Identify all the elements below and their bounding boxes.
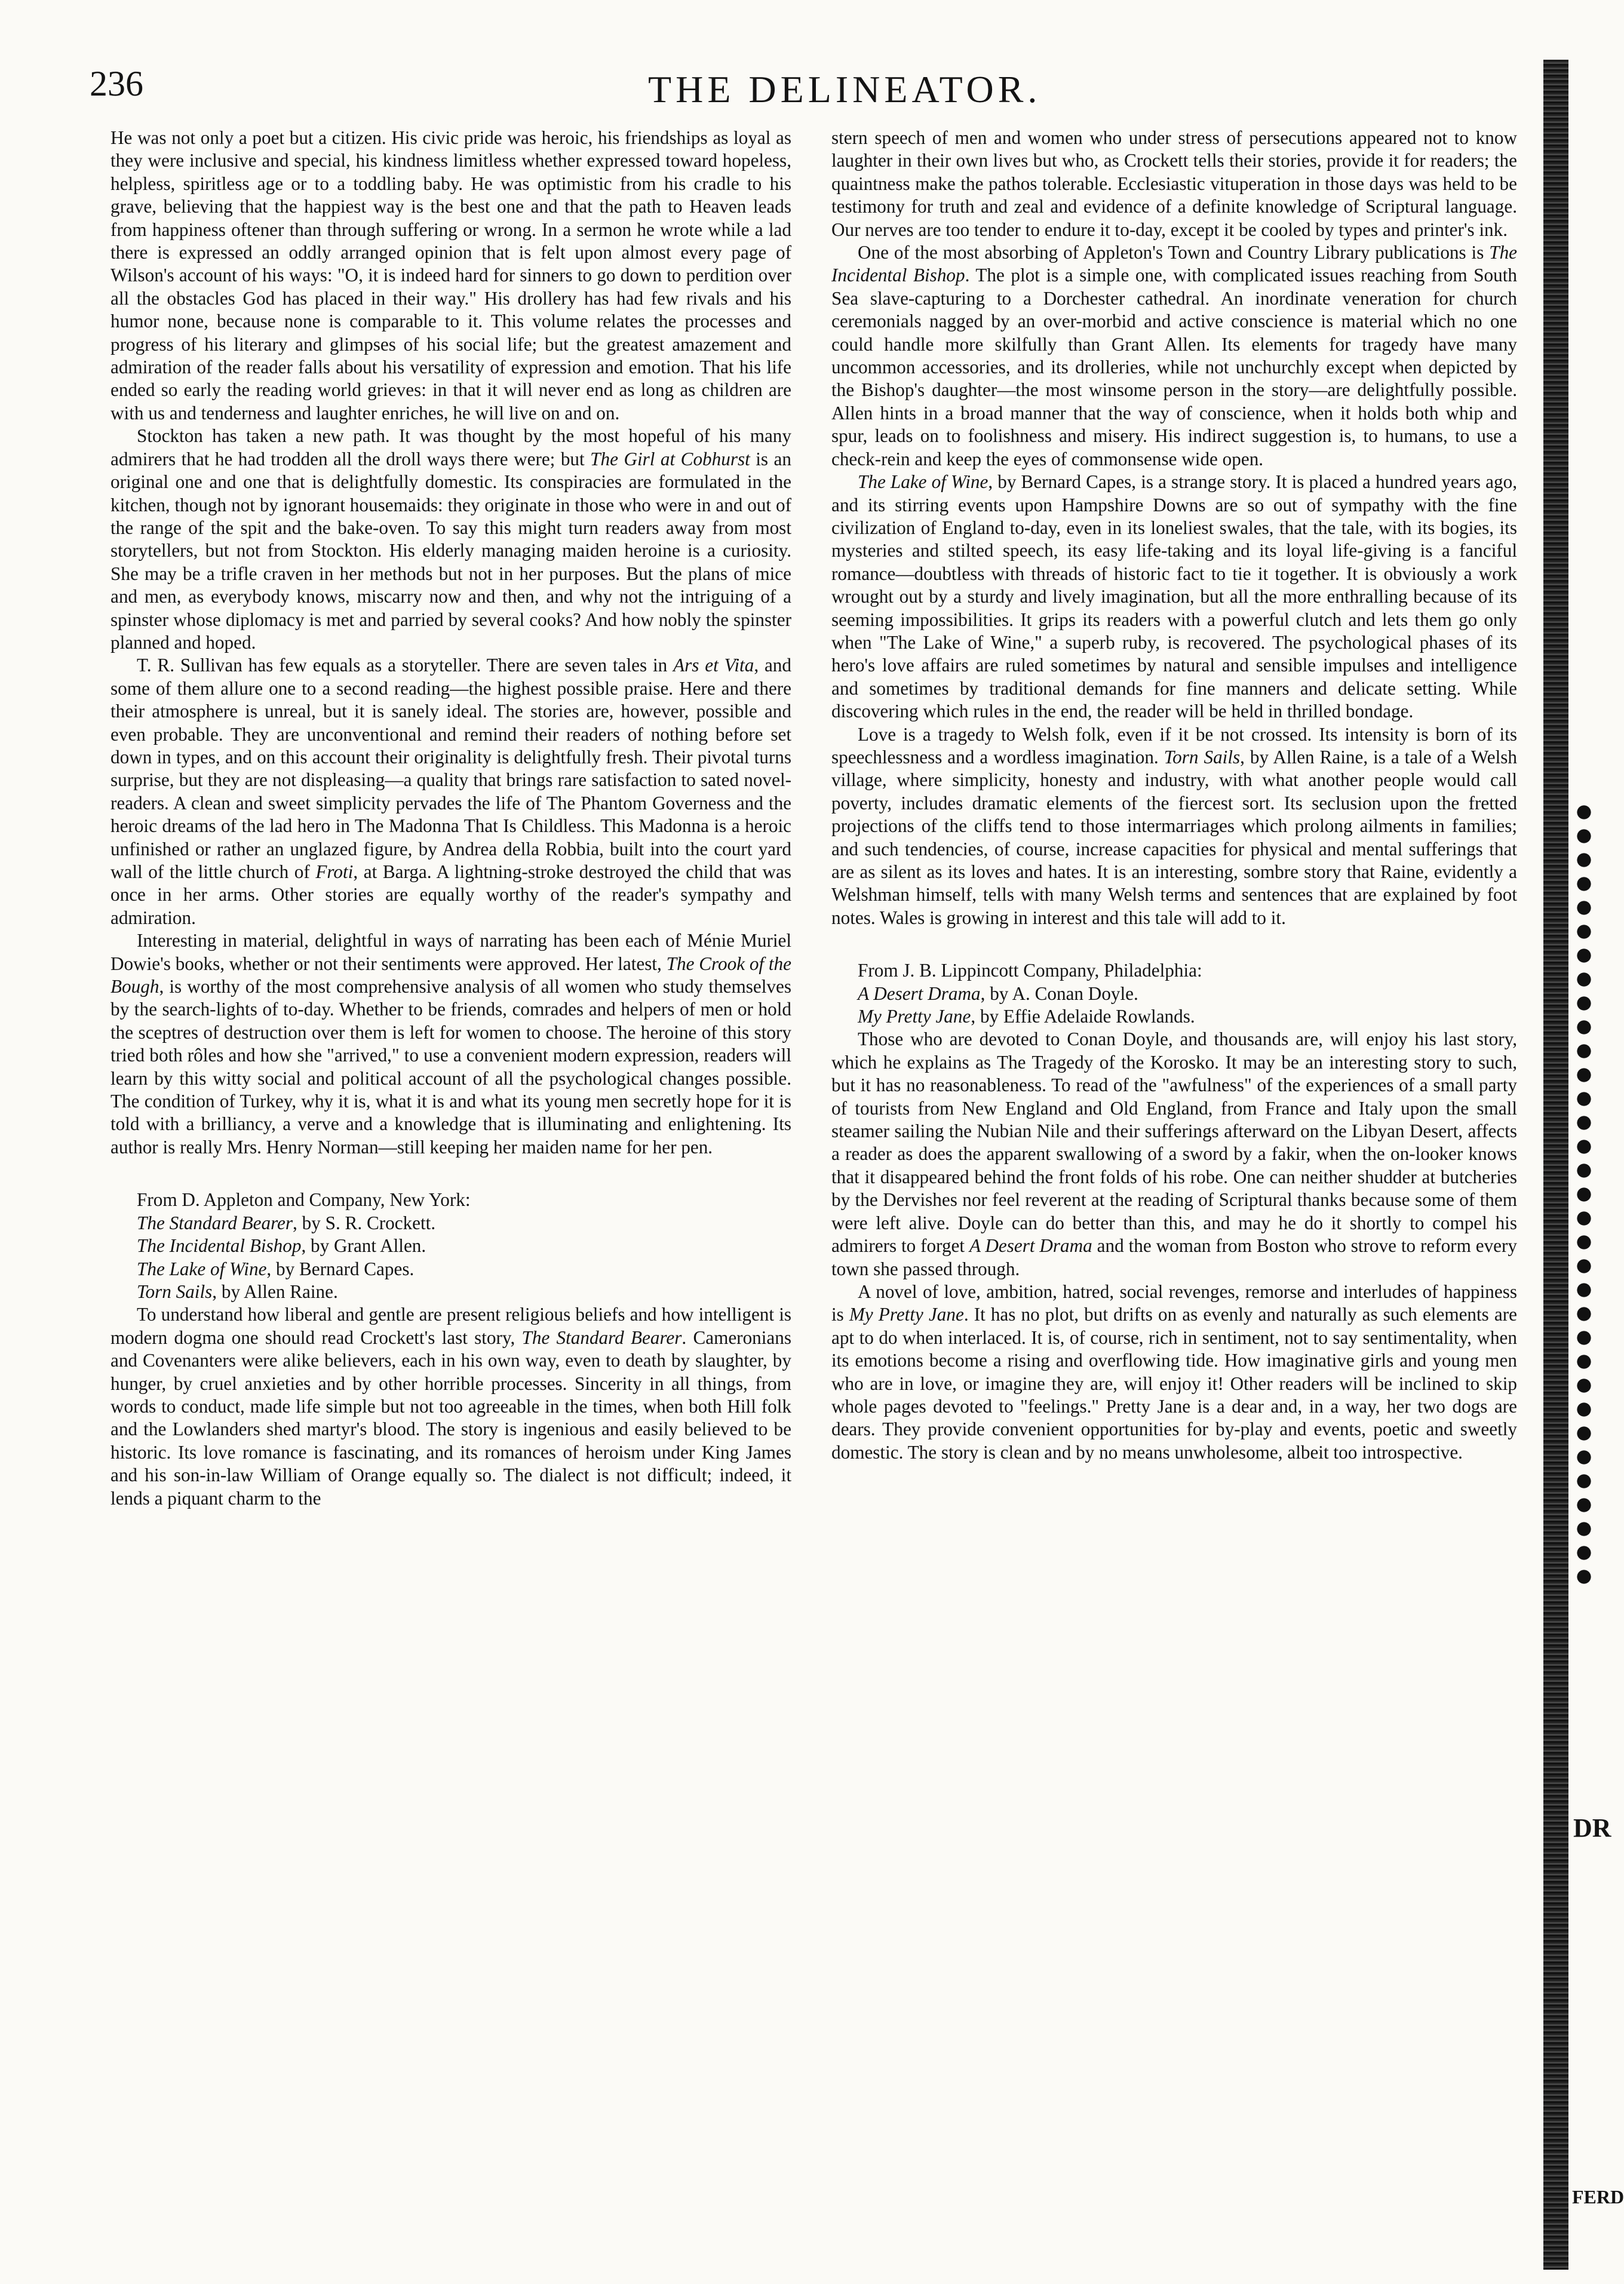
book-title: A Desert Drama bbox=[969, 1235, 1092, 1257]
left-column bbox=[110, 127, 791, 1510]
paragraph: He was not only a poet but a citizen. His civic pride was heroic, his friendships as loyal as they were inclusive and special, his kindness limitless whether expressed toward hopeless, helpless, spiritless age or to a toddling baby. He was optimistic from his cradle to his grave, believing that the happiest way is the best one and that the path to Heaven leads from happiness oftener than through suffering or wrong. In a sermon he wrote while a lad there is expressed an oddly arranged opinion that is felt upon almost every page of Wilson's account of his ways: "O, it is indeed hard for sinners to go down to perdition over all the obstacles God has placed in their way." His drollery has had few rivals and his humor none, because none is comparable to it. This volume relates the processes and progress of his literary and glimpses of his social life; but the greatest amazement and admiration of the reader falls about his versatility of expression and emotion. That his life ended so early the reading world grieves: in that it will never end as long as children are with us and tenderness and laughter enriches, he will live on and on. bbox=[110, 127, 791, 423]
paragraph: Stockton has taken a new path. It was thought by the most hopeful of his many admirers that he had trodden all the droll ways there were; but The Girl at Cobhurst is an original one and one that is delightfully domestic. Its conspiracies are formulated in the kitchen, though not by ignorant housemaids: they originate in those who were in and out of the range of the spit and the bake-oven. To say this might turn readers away from most storytellers, but not from Stockton. His elderly managing maiden heroine is a curiosity. She may be a trifle craven in her methods but not in her purposes. But the plans of mice and men, as everybody knows, miscarry now and then, and why not the intriguing of a spinster whose diplomacy is met and parried by several cooks? And how nobly the spinster planned and hoped. bbox=[110, 425, 791, 653]
list-item: A Desert Drama, by A. Conan Doyle. bbox=[858, 983, 1138, 1004]
paragraph: Those who are devoted to Conan Doyle, and thousands are, will enjoy his last story, which he explains as The Tragedy of the Korosko. It may be an interesting story to such, but it has no reasonableness. To read of the "awfulness" of the experiences of a small party of tourists from New England and Old England, from France and Italy upon the small steamer sailing the Nubian Nile and their sufferings afterward on the Libyan Desert, affects a reader as does the apparent swallowing of a sword by a fakir, when the on-looker knows that it disappeared behind the front folds of his robe. One can neither shudder at butcheries by the Dervishes nor feel reverent at the reading of Scriptural thanks because some of them were left alive. Doyle can do better than this, and may he do it shortly to compel his admirers to forget A Desert Drama and the woman from Boston who strove to reform every town she passed through. bbox=[831, 1029, 1517, 1279]
book-title: Torn Sails bbox=[1163, 746, 1241, 768]
book-title: Ars et Vita bbox=[673, 655, 754, 676]
page-header bbox=[0, 0, 1535, 131]
list-item: My Pretty Jane, by Effie Adelaide Rowlands. bbox=[858, 1006, 1195, 1027]
paragraph: stern speech of men and women who under stress of persecutions appeared not to know laughter in their own lives but who, as Crockett tells their stories, provide it for readers; the quaintness make the pathos tolerable. Ecclesiastic vituperation in those days was held to be testimony for truth and zeal and evidence of a definite knowledge of Scriptural language. Our nerves are too tender to endure it to-day, except it be cooled by types and printer's ink. bbox=[831, 127, 1517, 240]
book-title: The Lake of Wine bbox=[858, 471, 988, 493]
paragraph: A novel of love, ambition, hatred, social revenges, remorse and interludes of happiness is My Pretty Jane. It has no plot, but drifts on as evenly and naturally as such elements are apt to do when interlaced. It is, of course, rich in sentiment, not to say sentimentality, when its emotions become a rising and overflowing tide. How imaginative girls and young men who are in love, or imagine they are, will enjoy it! Other readers will be inclined to skip whole pages devoted to "feelings." Pretty Jane is a dear and, in a way, her two dogs are dears. They provide convenient opportunities for by-play and events, poetic and sweetly domestic. The story is clean and by no means unwholesome, albeit too introspective. bbox=[831, 1281, 1517, 1463]
list-item: The Incidental Bishop, by Grant Allen. bbox=[137, 1235, 426, 1257]
ornamental-border bbox=[1572, 800, 1596, 1589]
page-number: 236 bbox=[90, 64, 143, 103]
book-title: My Pretty Jane bbox=[849, 1304, 964, 1325]
edge-text-fragment: DR bbox=[1573, 1813, 1611, 1843]
paragraph: Interesting in material, delightful in ways of narrating has been each of Ménie Muriel Dowie's books, whether or not their sentiments were approved. Her latest, The Crook of the Bough, is worthy of the most comprehensive analysis of all women who study themselves by the search-lights of to-day. Whether to be friends, comrades and helpers of men or hold the sceptres of destruction over them is left for women to choose. The heroine of this story tried both rôles and how she "arrived," to use a convenient modern expression, readers will learn by this witty social and political account of all the psychological changes possible. The condition of Turkey, why it is, what it is and what its young men secretly hope for it is told with a brilliancy, a verve and a knowledge that is illuminating and enlightening. Its author is really Mrs. Henry Norman—still keeping her maiden name for her pen. bbox=[110, 930, 791, 1158]
publisher-listing bbox=[831, 959, 1517, 1028]
paragraph: One of the most absorbing of Appleton's Town and Country Library publications is The Incidental Bishop. The plot is a simple one, with complicated issues reaching from South Sea slave-capturing to a Dorchester cathedral. An inordinate veneration for church ceremonials nagged by an over-morbid and active conscience is material which no one could handle more skilfully than Grant Allen. Its elements for tragedy have many uncommon accessories, and its drolleries, while not unchurchly except when depicted by the Bishop's daughter—the most winsome person in the story—are delightfully possible. Allen hints in a broad manner that the way of conscience, when it holds both whip and spur, leads on to foolishness and misery. His indirect suggestion is, to humans, to use a check-rein and keep the eyes of commonsense wide open. bbox=[831, 242, 1517, 469]
list-item: Torn Sails, by Allen Raine. bbox=[137, 1281, 338, 1302]
publisher-heading: From D. Appleton and Company, New York: bbox=[137, 1189, 471, 1211]
book-title: The Girl at Cobhurst bbox=[590, 448, 750, 469]
book-title: The Incidental Bishop bbox=[831, 242, 1517, 286]
edge-text-fragment: FERD bbox=[1572, 2186, 1624, 2208]
binding-shadow bbox=[1543, 60, 1568, 2270]
page-title: THE DELINEATOR. bbox=[648, 68, 1042, 110]
book-title: The Standard Bearer bbox=[521, 1327, 682, 1348]
paragraph: The Lake of Wine, by Bernard Capes, is a strange story. It is placed a hundred years ago, and its stirring events upon Hampshire Downs are so out of sympathy with the fine civilization of England to-day, even in its loneliest swales, that the tale, with its bogies, its mysteries and stilted speech, its easy life-taking and its loyal life-giving is a fanciful romance—doubtless with threads of historic fact to tie it together. It is obviously a work wrought out by a sturdy and lively imagination, but all the more enthralling because of its seeming impossibilities. It grips its readers with a powerful clutch and lets them go only when "The Lake of Wine," a superb ruby, is recovered. The psychological phases of its hero's love affairs are ruled sometimes by natural and sensible impulses and intelligence and sometimes by traditional demands for fine manners and delicate setting. While discovering which rules in the end, the reader will be held in thrilled bondage. bbox=[831, 471, 1517, 722]
paragraph: To understand how liberal and gentle are present religious beliefs and how intelligent is modern dogma one should read Crockett's last story, The Standard Bearer. Cameronians and Covenanters were alike believers, each in his own way, even to death by slaughter, by hunger, by cruel anxieties and by other horrible processes. Sincerity in all things, from words to conduct, made life simple but not too agreeable in the times, when both Hill folk and the Lowlanders shed martyr's blood. The story is ingenious and easily believed to be historic. Its love romance is fascinating, and its romances of heroism under King James and his son-in-law William of Orange equally so. The dialect is not difficult; indeed, it lends a piquant charm to the bbox=[110, 1304, 791, 1509]
paragraph: Love is a tragedy to Welsh folk, even if it be not crossed. Its intensity is born of its speechlessness and a wordless imagination. Torn Sails, by Allen Raine, is a tale of a Welsh village, where simplicity, honesty and industry, with what another people would call poverty, includes dramatic elements of the fiercest sort. Its seclusion upon the fretted projections of the cliffs tend to those intermarriages which prolong ailments in families; and such tendencies, of course, increase capacities for physical and mental sufferings that are as silent as its loves and hates. It is an interesting, sombre story that Raine, evidently a Welshman himself, tells with many Welsh terms and sentences that are explained by foot notes. Wales is growing in interest and this tale will add to it. bbox=[831, 723, 1518, 928]
publisher-heading: From J. B. Lippincott Company, Philadelphia: bbox=[858, 960, 1202, 981]
paragraph: T. R. Sullivan has few equals as a storyteller. There are seven tales in Ars et Vita, and some of them allure one to a second reading—the highest possible praise. Here and there their atmosphere is unreal, but it is sanely ideal. The stories are, however, possible and even probable. They are unconventional and remind their readers of nothing before set down in types, and on this account their originality is delightfully fresh. Their pivotal turns surprise, but they are not displeasing—a quality that brings rare satisfaction to sated novel-readers. A clean and sweet simplicity pervades the life of The Phantom Governess and the heroic dreams of the lad hero in The Madonna That Is Childless. This Madonna is a heroic unfinished or rather an unglazed figure, by Andrea della Robbia, built into the court yard wall of the little church of Froti, at Barga. A lightning-stroke destroyed the child that was once in her arms. Other stories are equally worthy of the reader's sympathy and admiration. bbox=[110, 655, 791, 928]
book-title: The Crook of the Bough bbox=[110, 953, 791, 997]
list-item: The Standard Bearer, by S. R. Crockett. bbox=[137, 1212, 436, 1233]
list-item: The Lake of Wine, by Bernard Capes. bbox=[137, 1258, 415, 1279]
publisher-listing bbox=[110, 1189, 791, 1303]
adjacent-page-edge bbox=[1536, 60, 1624, 2270]
right-column bbox=[831, 127, 1517, 1464]
